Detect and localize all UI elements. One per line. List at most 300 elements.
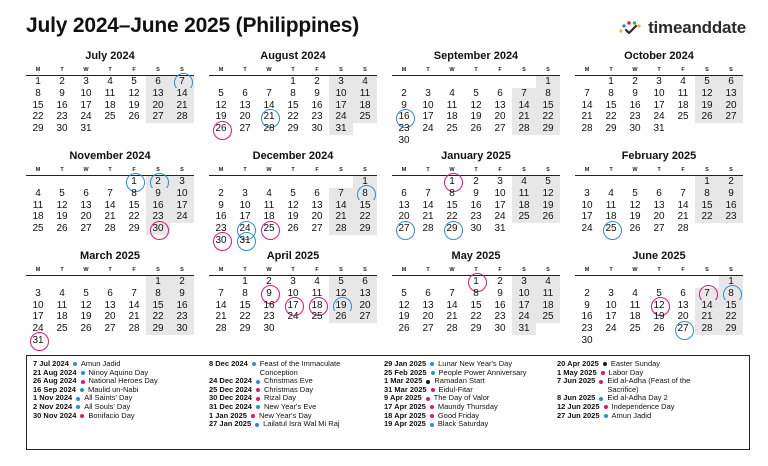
empty-day-cell [329,176,353,188]
day-cell: 22 [605,111,617,123]
weekday-label: T [426,267,430,273]
weekday-label: T [108,167,112,173]
day-cell: 21 [677,211,689,223]
day-cell: 31 [494,223,506,235]
empty-day-cell [98,123,122,135]
legend-date: 1 Mar 2025 [384,376,423,386]
day-cell: 10 [653,87,665,99]
weekday-label: T [291,267,295,273]
day-grid [575,75,743,135]
weekday-label: T [108,267,112,273]
day-cell: 11 [605,199,617,211]
empty-day-cell [575,176,599,188]
brand-logo[interactable] [618,18,746,38]
weekday-label: S [546,67,550,73]
weekday-label: T [609,167,613,173]
empty-day-cell [233,76,257,88]
day-cell: 2 [218,187,224,199]
day-grid [392,75,560,147]
weekday-label: S [339,67,343,73]
bullet-icon [81,371,85,375]
day-grid [26,75,194,135]
day-cell: 23 [398,123,410,135]
legend-date: 27 Jan 2025 [209,419,252,429]
weekday-label: M [584,267,590,273]
day-cell: 24 [170,211,194,223]
holiday-day-cell: 27 [671,323,695,335]
empty-day-cell [281,235,305,247]
bullet-icon [81,380,85,384]
holiday-day-cell: 29 [440,223,464,235]
empty-day-cell [122,276,146,288]
bullet-icon [80,388,84,392]
month-calendar [392,150,560,235]
day-cell: 19 [56,211,68,223]
day-cell: 1 [608,76,614,87]
day-cell: 1 [536,76,560,88]
day-cell: 27 [146,111,170,123]
legend-holiday-name: Good Friday [437,410,480,420]
day-cell: 22 [32,111,44,123]
day-cell: 31 [653,123,665,135]
day-cell: 10 [512,288,536,300]
day-cell: 5 [131,76,137,87]
weekday-label: M [584,167,590,173]
day-cell: 21 [446,311,458,323]
weekday-label: M [35,67,41,73]
empty-day-cell [719,335,743,347]
day-cell: 29 [146,323,170,335]
day-cell: 26 [128,111,140,123]
day-cell: 16 [215,211,227,223]
day-cell: 29 [287,123,299,135]
day-cell: 14 [677,199,689,211]
day-cell: 13 [653,199,665,211]
day-cell: 15 [536,100,560,112]
day-cell: 10 [329,88,353,100]
empty-day-cell [440,135,464,147]
day-cell: 25 [104,111,116,123]
day-cell: 30 [170,323,194,335]
empty-day-cell [647,276,671,288]
weekday-label: S [180,267,184,273]
weekday-label: S [546,167,550,173]
day-cell: 19 [695,100,719,112]
day-cell: 7 [584,87,590,99]
day-cell: 16 [56,99,68,111]
bullet-icon [252,362,256,366]
empty-day-cell [50,176,74,188]
weekday-label: T [243,267,247,273]
day-cell: 7 [512,88,536,100]
weekday-label: F [681,67,685,73]
day-cell: 14 [104,199,116,211]
day-cell: 9 [473,187,479,199]
day-cell: 28 [695,323,719,335]
day-cell: 5 [401,287,407,299]
empty-day-cell [719,123,743,135]
day-cell: 14 [695,300,719,312]
legend-column [209,360,340,429]
bullet-icon [76,397,80,401]
weekday-label: S [180,167,184,173]
day-cell: 10 [422,99,434,111]
day-cell: 10 [605,299,617,311]
weekday-label: S [156,167,160,173]
day-cell: 26 [695,111,719,123]
weekday-label: T [426,167,430,173]
day-cell: 8 [146,288,170,300]
legend-date: 19 Apr 2025 [384,419,426,429]
day-cell: 20 [677,311,689,323]
weekday-label: T [474,67,478,73]
day-cell: 28 [215,323,227,335]
day-grid [392,275,560,335]
weekday-label: F [681,267,685,273]
day-cell: 22 [287,111,299,123]
bullet-icon [601,371,605,375]
day-cell: 26 [56,223,68,235]
day-cell: 10 [32,299,44,311]
legend-date: 31 Dec 2024 [209,401,252,411]
day-cell: 7 [449,287,455,299]
day-cell: 9 [170,288,194,300]
day-cell: 5 [473,87,479,99]
empty-day-cell [281,323,305,335]
weekday-header [575,166,743,175]
holiday-day-cell: 25 [599,223,623,235]
day-cell: 17 [32,311,44,323]
weekday-label: F [498,167,502,173]
day-cell: 25 [311,311,323,323]
day-cell: 10 [494,187,506,199]
month-calendar [575,250,743,347]
day-cell: 4 [107,76,113,87]
weekday-label: T [657,267,661,273]
day-cell: 15 [605,99,617,111]
day-cell: 28 [581,123,593,135]
day-cell: 28 [512,123,536,135]
day-cell: 30 [311,123,323,135]
day-cell: 2 [719,176,743,188]
legend-date: 21 Aug 2024 [33,367,77,377]
bullet-icon [430,414,434,418]
holiday-day-cell: 19 [329,300,353,312]
empty-day-cell [146,335,170,347]
day-cell: 1 [290,76,296,87]
legend-holiday-name: People Power Anniversary [438,367,527,377]
day-cell: 11 [353,88,377,100]
legend-date: 1 May 2025 [557,367,597,377]
day-cell: 11 [56,299,68,311]
bullet-icon [76,405,80,409]
day-cell: 13 [719,88,743,100]
month-calendar [209,50,377,135]
day-cell: 4 [314,276,320,287]
legend-holiday-name: Feast of the Immaculate Conception [259,359,341,377]
day-cell: 6 [242,87,248,99]
empty-day-cell [392,76,416,88]
day-cell: 14 [329,200,353,212]
day-cell: 9 [719,188,743,200]
day-cell: 1 [353,176,377,188]
day-cell: 22 [146,311,170,323]
day-cell: 23 [311,111,323,123]
empty-day-cell [74,335,98,347]
month-title: February 2025 [621,150,697,162]
empty-day-cell [50,276,74,288]
day-cell: 15 [719,300,743,312]
day-cell: 18 [32,211,44,223]
empty-day-cell [329,235,353,247]
day-cell: 28 [104,223,116,235]
day-cell: 24 [581,223,593,235]
day-cell: 23 [629,111,641,123]
month-calendar [209,150,377,247]
day-cell: 17 [170,200,194,212]
day-cell: 13 [494,99,506,111]
day-cell: 20 [653,211,665,223]
bullet-icon [256,388,260,392]
weekday-label: S [522,167,526,173]
weekday-label: S [363,267,367,273]
day-cell: 29 [239,323,251,335]
weekday-header [26,266,194,275]
day-cell: 10 [80,87,92,99]
bullet-icon [251,414,255,418]
weekday-label: S [705,267,709,273]
weekday-label: F [315,167,319,173]
bullet-icon [430,423,434,427]
weekday-label: W [83,67,89,73]
day-cell: 17 [239,211,251,223]
legend-date: 1 Nov 2024 [33,393,73,403]
empty-day-cell [647,176,671,188]
weekday-label: S [156,267,160,273]
legend-date: 31 Mar 2025 [384,384,427,394]
day-cell: 12 [470,99,482,111]
bullet-icon [430,362,434,366]
day-cell: 24 [32,323,44,335]
empty-day-cell [305,235,329,247]
day-cell: 4 [512,176,536,188]
day-grid [26,275,194,347]
weekday-label: S [339,267,343,273]
day-cell: 16 [470,199,482,211]
bullet-icon [256,397,260,401]
month-title: November 2024 [69,150,151,162]
month-calendar [209,250,377,335]
empty-day-cell [233,176,257,188]
weekday-label: W [632,167,638,173]
day-cell: 20 [422,311,434,323]
day-cell: 20 [719,100,743,112]
page-title: July 2024–June 2025 (Philippines) [26,14,360,37]
holiday-day-cell: 21 [257,111,281,123]
day-cell: 6 [353,276,377,288]
day-cell: 11 [677,87,689,99]
empty-day-cell [26,276,50,288]
weekday-label: W [266,167,272,173]
day-cell: 7 [131,287,137,299]
day-cell: 10 [287,287,299,299]
day-cell: 2 [314,76,320,87]
empty-day-cell [353,123,377,135]
day-cell: 11 [629,299,641,311]
day-cell: 16 [170,300,194,312]
empty-day-cell [416,76,440,88]
day-cell: 21 [581,111,593,123]
empty-day-cell [305,176,329,188]
empty-day-cell [416,135,440,147]
empty-day-cell [575,76,599,88]
day-cell: 26 [536,211,560,223]
day-cell: 26 [329,311,353,323]
day-cell: 27 [104,323,116,335]
day-cell: 12 [629,199,641,211]
empty-day-cell [440,276,464,288]
legend-item [33,412,158,421]
empty-day-cell [575,276,599,288]
day-cell: 24 [512,311,536,323]
empty-day-cell [257,235,281,247]
empty-day-cell [536,135,560,147]
day-cell: 15 [146,300,170,312]
day-cell: 24 [422,123,434,135]
day-cell: 4 [680,76,686,87]
empty-day-cell [536,323,560,335]
weekday-label: S [339,167,343,173]
legend-holiday-name: Black Saturday [437,419,489,429]
weekday-label: S [180,67,184,73]
day-cell: 4 [59,287,65,299]
day-cell: 5 [218,87,224,99]
empty-day-cell [488,76,512,88]
holiday-day-cell: 7 [170,76,194,88]
day-cell: 9 [401,99,407,111]
day-cell: 16 [494,299,506,311]
legend-holiday-name: Amun Jadid [611,410,652,420]
day-cell: 23 [581,323,593,335]
day-cell: 15 [239,299,251,311]
day-cell: 26 [80,323,92,335]
weekday-header [209,66,377,75]
empty-day-cell [599,276,623,288]
weekday-label: S [729,67,733,73]
empty-day-cell [209,176,233,188]
weekday-label: S [546,267,550,273]
day-cell: 14 [512,100,536,112]
weekday-header [26,66,194,75]
day-cell: 10 [170,188,194,200]
day-cell: 14 [446,299,458,311]
month-title: May 2025 [451,250,501,262]
day-cell: 25 [629,323,641,335]
month-title: January 2025 [441,150,511,162]
empty-day-cell [623,335,647,347]
weekday-label: F [132,267,136,273]
day-cell: 13 [422,299,434,311]
holiday-day-cell: 1 [464,276,488,288]
weekday-label: S [363,67,367,73]
day-cell: 18 [605,211,617,223]
day-cell: 2 [632,76,638,87]
legend-holiday-name: Bonifacio Day [88,410,135,420]
day-cell: 28 [329,223,353,235]
day-cell: 25 [677,111,689,123]
day-cell: 26 [287,223,299,235]
day-cell: 6 [497,87,503,99]
day-cell: 20 [353,300,377,312]
day-cell: 3 [329,76,353,88]
day-cell: 30 [398,134,410,146]
bullet-icon [80,414,84,418]
empty-day-cell [281,176,305,188]
weekday-header [392,66,560,75]
day-cell: 27 [422,323,434,335]
day-cell: 14 [128,299,140,311]
day-cell: 29 [470,323,482,335]
day-cell: 13 [677,299,689,311]
day-cell: 27 [80,223,92,235]
day-cell: 14 [581,99,593,111]
legend-date: 17 Apr 2025 [384,401,426,411]
day-cell: 11 [311,287,323,299]
bullet-icon [604,405,608,409]
empty-day-cell [26,176,50,188]
day-cell: 9 [314,87,320,99]
legend-column [33,360,158,420]
empty-day-cell [599,176,623,188]
weekday-label: T [243,67,247,73]
holiday-day-cell: 31 [233,235,257,247]
legend-column [557,360,690,420]
day-cell: 30 [263,323,275,335]
legend-holiday-name: All Saints' Day [84,393,133,403]
day-cell: 30 [629,123,641,135]
weekday-label: W [266,67,272,73]
day-cell: 17 [512,300,536,312]
day-grid [209,275,377,335]
weekday-label: W [449,267,455,273]
day-cell: 6 [146,76,170,88]
day-cell: 3 [656,76,662,87]
holiday-day-cell: 7 [695,288,719,300]
day-cell: 29 [32,123,44,135]
day-cell: 20 [80,211,92,223]
empty-day-cell [305,323,329,335]
day-cell: 17 [494,199,506,211]
day-cell: 26 [470,123,482,135]
empty-day-cell [599,335,623,347]
day-cell: 5 [536,176,560,188]
day-cell: 23 [719,211,743,223]
weekday-label: M [584,67,590,73]
legend-holiday-name: New Year's Day [258,410,312,420]
bullet-icon [599,380,603,384]
day-cell: 31 [512,323,536,335]
month-title: December 2024 [252,150,334,162]
day-cell: 30 [494,323,506,335]
day-cell: 18 [536,300,560,312]
weekday-label: W [449,67,455,73]
holiday-day-cell: 27 [392,223,416,235]
legend-date: 1 Jan 2025 [209,410,247,420]
holiday-day-cell: 2 [146,176,170,188]
day-cell: 8 [242,287,248,299]
day-grid [209,75,377,135]
day-cell: 16 [629,99,641,111]
